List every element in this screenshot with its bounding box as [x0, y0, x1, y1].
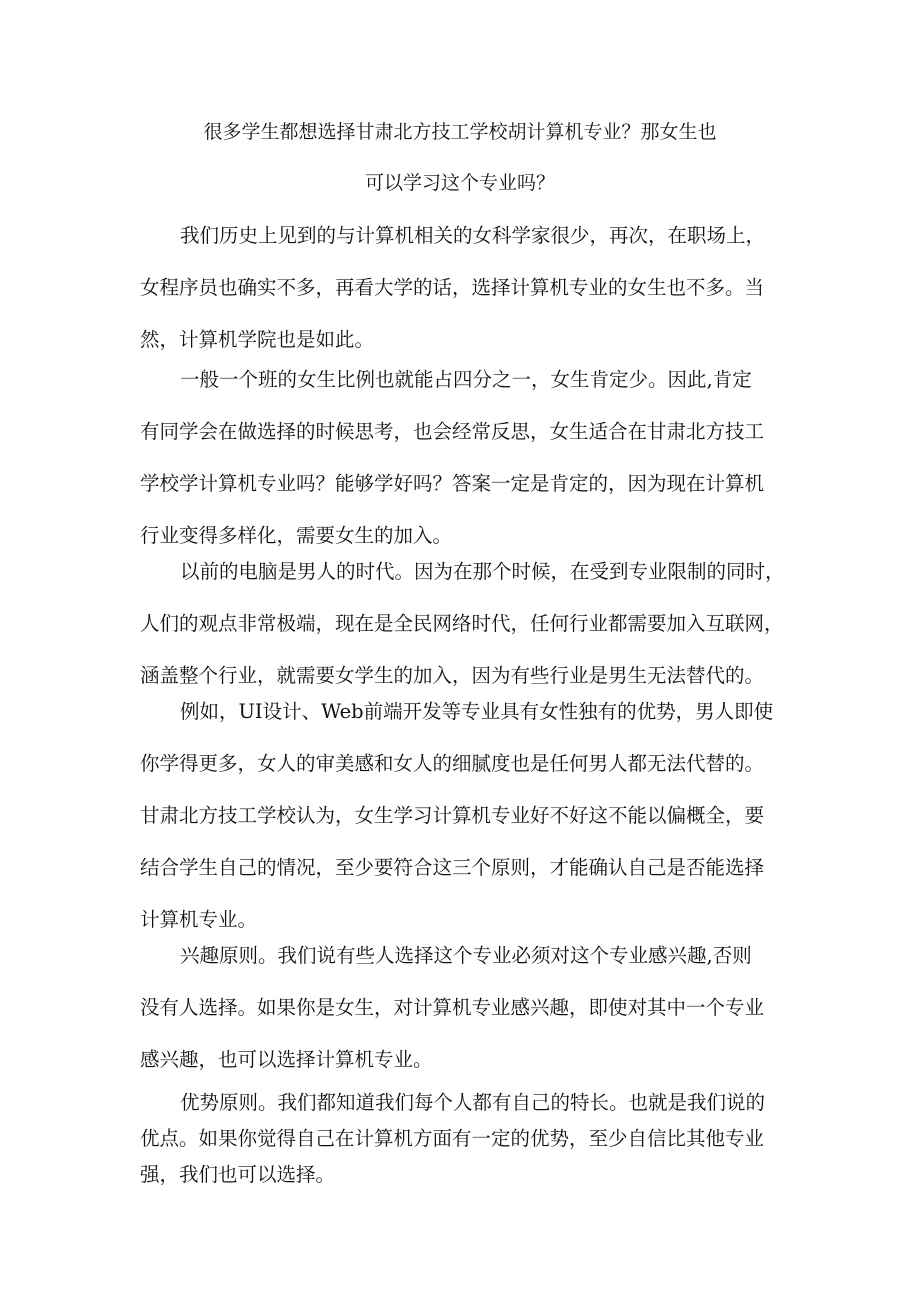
paragraph-line: 结合学生自己的情况，至少要符合这三个原则，才能确认自己是否能选择	[140, 856, 765, 879]
paragraph-line: 强，我们也可以选择。	[140, 1163, 336, 1186]
paragraph-line: 甘肃北方技工学校认为，女生学习计算机专业好不好这不能以偏概全，要	[140, 804, 765, 827]
paragraph-line: 涵盖整个行业，就需要女学生的加入，因为有些行业是男生无法替代的。	[140, 664, 765, 687]
paragraph-line: 感兴趣，也可以选择计算机专业。	[140, 1048, 433, 1071]
document-title-line-1: 很多学生都想选择甘肃北方技工学校胡计算机专业？那女生也	[203, 121, 717, 143]
paragraph-line: 优点。如果你觉得自己在计算机方面有一定的优势，至少自信比其他专业	[140, 1127, 765, 1150]
paragraph-line: 计算机专业。	[140, 908, 258, 931]
document-title-line-2: 可以学习这个专业吗？	[364, 172, 555, 194]
paragraph-line: 例如，UI设计、Web前端开发等专业具有女性独有的优势，男人即使	[180, 700, 774, 723]
paragraph-line: 你学得更多，女人的审美感和女人的细腻度也是任何男人都无法代替的。	[140, 752, 765, 775]
paragraph-1	[140, 210, 788, 366]
paragraph-line: 兴趣原则。我们说有些人选择这个专业必须对这个专业感兴趣,否则	[180, 944, 752, 967]
paragraph-2	[140, 354, 788, 562]
paragraph-4	[140, 686, 788, 946]
paragraph-line: 没有人选择。如果你是女生，对计算机专业感兴趣，即使对其中一个专业	[140, 996, 765, 1019]
paragraph-line: 以前的电脑是男人的时代。因为在那个时候，在受到专业限制的同时，	[180, 560, 785, 583]
paragraph-line: 一般一个班的女生比例也就能占四分之一，女生肯定少。因此,肯定	[180, 368, 752, 391]
paragraph-line: 学校学计算机专业吗？能够学好吗？答案一定是肯定的，因为现在计算机	[140, 472, 765, 495]
paragraph-line: 优势原则。我们都知道我们每个人都有自己的特长。也就是我们说的	[180, 1091, 766, 1114]
paragraph-line: 然，计算机学院也是如此。	[140, 328, 375, 351]
paragraph-3	[140, 546, 788, 702]
paragraph-5	[140, 930, 788, 1086]
paragraph-line: 我们历史上见到的与计算机相关的女科学家很少，再次，在职场上，	[180, 224, 766, 247]
paragraph-line: 有同学会在做选择的时候思考，也会经常反思，女生适合在甘肃北方技工	[140, 420, 765, 443]
paragraph-line: 人们的观点非常极端，现在是全民网络时代，任何行业都需要加入互联网，	[140, 612, 784, 635]
paragraph-line: 女程序员也确实不多，再看大学的话，选择计算机专业的女生也不多。当	[140, 276, 765, 299]
paragraph-line: 行业变得多样化，需要女生的加入。	[140, 524, 453, 547]
paragraph-6	[140, 1085, 788, 1193]
